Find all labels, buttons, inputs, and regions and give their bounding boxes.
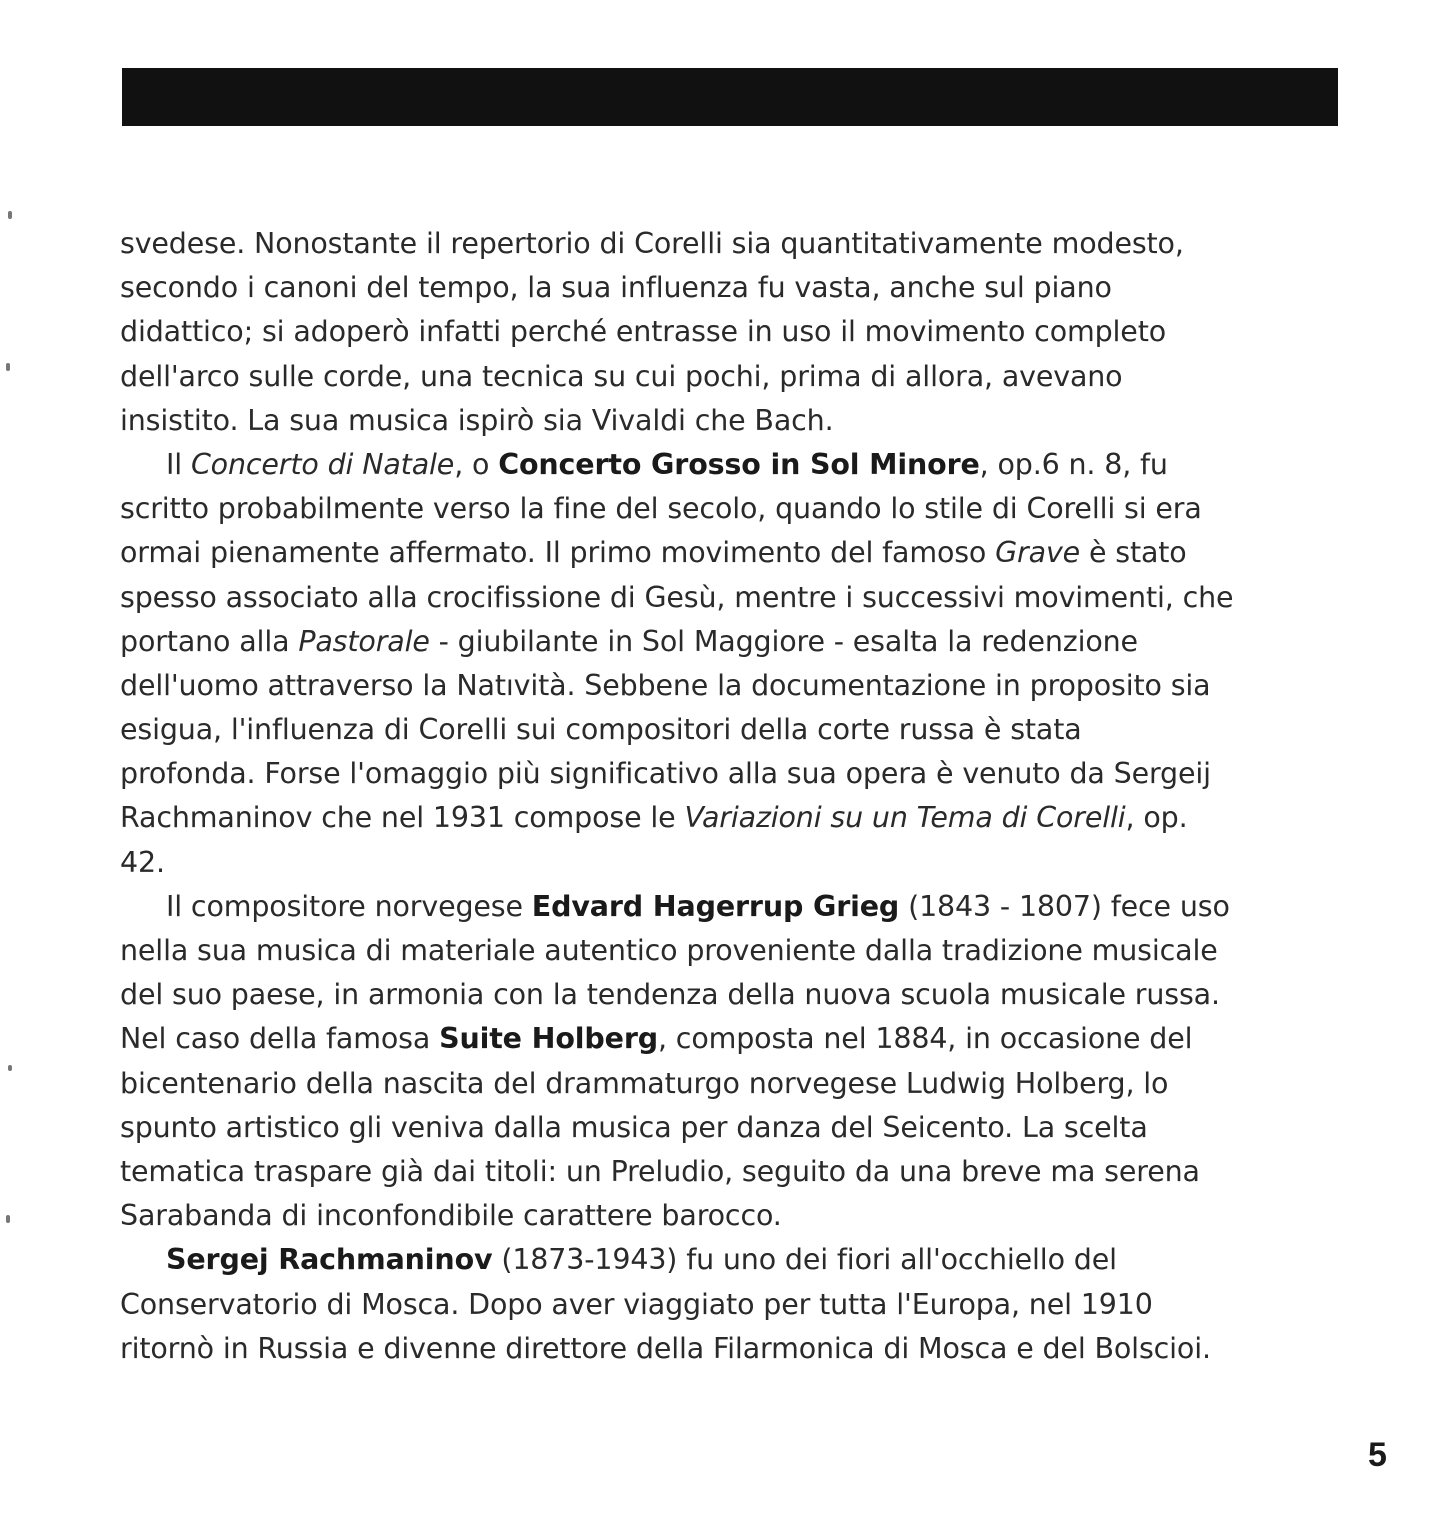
text-line: Conservatorio di Mosca. Dopo aver viaggiato per tutta l'Europa, nel 1910 xyxy=(120,1287,1153,1321)
body-text xyxy=(120,222,1320,1371)
text-line: didattico; si adoperò infatti perché entrasse in uso il movimento completo xyxy=(120,315,1167,349)
text-line: dell'uomo attraverso la Natıvità. Sebbene la documentazione in proposito sia xyxy=(120,668,1211,702)
text-line: scritto probabilmente verso la fine del secolo, quando lo stile di Corelli si era xyxy=(120,492,1202,526)
margin-mark xyxy=(8,211,12,219)
text-line: esigua, l'influenza di Corelli sui compositori della corte russa è stata xyxy=(120,713,1082,747)
text-line: del suo paese, in armonia con la tendenza della nuova scuola musicale russa. xyxy=(120,978,1220,1012)
composer-name-bold: Edvard Hagerrup Grieg xyxy=(531,889,900,923)
margin-mark xyxy=(6,1215,10,1223)
work-title-bold: Suite Holberg xyxy=(439,1022,658,1056)
text-line-paragraph-start: Sergej Rachmaninov (1873-1943) fu uno dei fiori all'occhiello del xyxy=(166,1243,1117,1277)
text-line: profonda. Forse l'omaggio più significativo alla sua opera è venuto da Sergeij xyxy=(120,757,1211,791)
text-line: dell'arco sulle corde, una tecnica su cui pochi, prima di allora, avevano xyxy=(120,359,1123,393)
text-line: Sarabanda di inconfondibile carattere barocco. xyxy=(120,1199,782,1233)
text-line: nella sua musica di materiale autentico proveniente dalla tradizione musicale xyxy=(120,934,1218,967)
text-line: Rachmaninov che nel 1931 compose le Variazioni su un Tema di Corelli, op. xyxy=(120,801,1188,835)
text-line: secondo i canoni del tempo, la sua influenza fu vasta, anche sul piano xyxy=(120,271,1112,305)
movement-title-italic: Grave xyxy=(995,536,1081,570)
text-line: ritornò in Russia e divenne direttore della Filarmonica di Mosca e del Bolscioi. xyxy=(120,1331,1211,1365)
text-line: svedese. Nonostante il repertorio di Corelli sia quantitativamente modesto, xyxy=(120,227,1184,260)
work-title-italic: Variazioni su un Tema di Corelli xyxy=(684,801,1126,835)
text-line: 42. xyxy=(120,845,165,879)
movement-title-italic: Pastorale xyxy=(298,624,430,658)
work-title-italic: Concerto di Natale xyxy=(190,447,455,481)
work-title-bold: Concerto Grosso in Sol Minore xyxy=(498,447,980,481)
header-black-bar xyxy=(122,68,1338,126)
text-line: insistito. La sua musica ispirò sia Vivaldi che Bach. xyxy=(120,403,834,437)
text-line: bicentenario della nascita del drammaturgo norvegese Ludwig Holberg, lo xyxy=(120,1066,1169,1100)
text-line-paragraph-start: Il compositore norvegese Edvard Hagerrup Grieg (1843 - 1807) fece uso xyxy=(166,889,1230,923)
text-line: Nel caso della famosa Suite Holberg, composta nel 1884, in occasione del xyxy=(120,1022,1193,1056)
margin-mark xyxy=(6,363,10,371)
page-number: 5 xyxy=(1368,1436,1387,1474)
text-line: ormai pienamente affermato. Il primo movimento del famoso Grave è stato xyxy=(120,536,1187,570)
text-line-paragraph-start: Il Concerto di Natale, o Concerto Grosso in Sol Minore, op.6 n. 8, fu xyxy=(166,447,1168,481)
text-line: tematica traspare già dai titoli: un Preludio, seguito da una breve ma serena xyxy=(120,1154,1200,1188)
text-line: portano alla Pastorale - giubilante in Sol Maggiore - esalta la redenzione xyxy=(120,624,1138,658)
margin-mark xyxy=(8,1065,12,1071)
composer-name-bold: Sergej Rachmaninov xyxy=(166,1243,493,1277)
text-line: spesso associato alla crocifissione di Gesù, mentre i successivi movimenti, che xyxy=(120,580,1234,614)
text-line: spunto artistico gli veniva dalla musica per danza del Seicento. La scelta xyxy=(120,1110,1148,1144)
